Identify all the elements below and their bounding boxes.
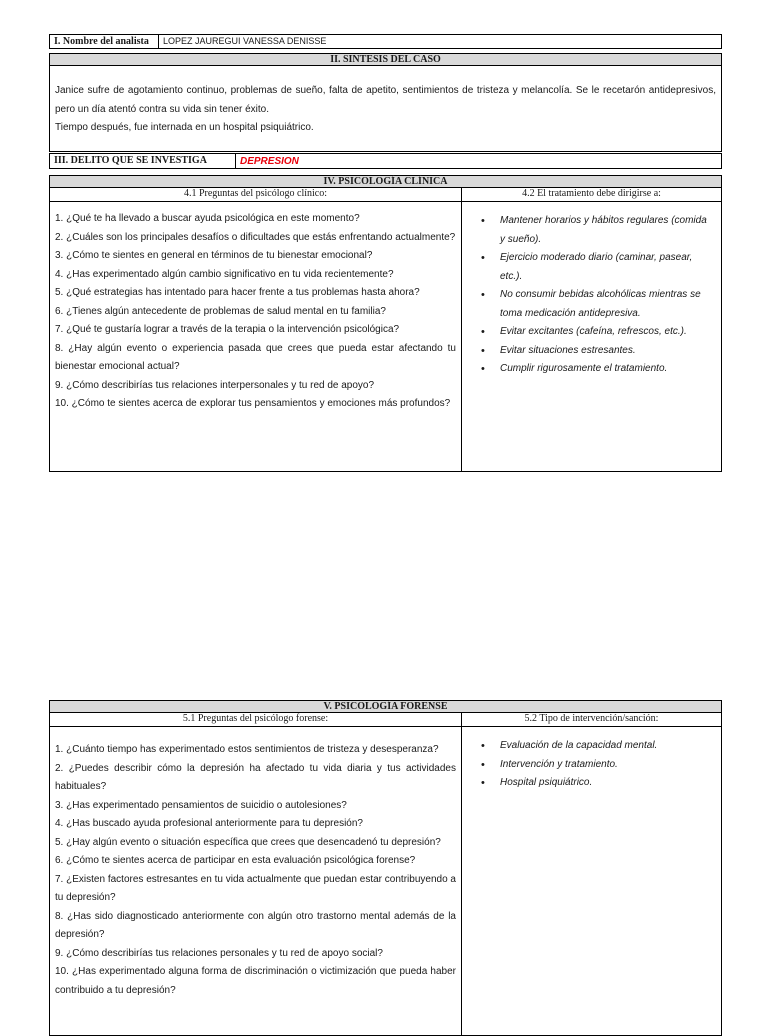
- list-item: 10. ¿Cómo te sientes acerca de explorar tus pensamientos y emociones más profundos?: [55, 398, 451, 409]
- section2-title: II. SINTESIS DEL CASO: [49, 53, 722, 66]
- list-item: • Evitar excitantes (cafeína, refrescos, etc.).: [472, 323, 707, 342]
- forensic-questions-cell: [49, 726, 462, 1036]
- list-item: 7. ¿Existen factores estresantes en tu vida actualmente que puedan estar contribuyendo a tu depresión?: [55, 873, 456, 903]
- list-item: • Evitar situaciones estresantes.: [472, 342, 707, 361]
- intervention-cell: [461, 726, 722, 1036]
- clinical-questions-list: [55, 210, 456, 414]
- intervention-list: [472, 737, 707, 793]
- list-item: 8. ¿Has sido diagnosticado anteriormente con algún otro trastorno mental además de la depresión?: [55, 910, 456, 940]
- crime-label: III. DELITO QUE SE INVESTIGA: [50, 154, 236, 168]
- treatment-cell: [461, 201, 722, 472]
- forensic-questions-header: 5.1 Preguntas del psicólogo forense:: [49, 712, 462, 727]
- list-item: 3. ¿Cómo te sientes en general en términos de tu bienestar emocional?: [55, 250, 373, 261]
- clinical-questions-header: 4.1 Preguntas del psicólogo clínico:: [49, 187, 462, 202]
- analyst-label: I. Nombre del analista: [50, 35, 159, 48]
- list-item: 6. ¿Tienes algún antecedente de problemas de salud mental en tu familia?: [55, 305, 386, 317]
- list-item: 3. ¿Has experimentado pensamientos de suicidio o autolesiones?: [55, 799, 347, 811]
- analyst-row: [49, 34, 722, 49]
- analyst-name: LOPEZ JAUREGUI VANESSA DENISSE: [163, 36, 327, 46]
- treatment-list: [472, 212, 707, 379]
- intervention-header: 5.2 Tipo de intervención/sanción:: [461, 712, 722, 727]
- list-item: • Hospital psiquiátrico.: [472, 774, 707, 793]
- list-item: • No consumir bebidas alcohólicas mientras se toma medicación antidepresiva.: [472, 286, 707, 323]
- list-item: 4. ¿Has buscado ayuda profesional anteriormente para tu depresión?: [55, 818, 363, 829]
- list-item: • Mantener horarios y hábitos regulares (comida y sueño).: [472, 212, 707, 249]
- forensic-questions-list: [55, 741, 456, 1000]
- list-item: 1. ¿Cuánto tiempo has experimentado estos sentimientos de tristeza y desesperanza?: [55, 744, 439, 755]
- list-item: 9. ¿Cómo describirías tus relaciones interpersonales y tu red de apoyo?: [55, 379, 375, 391]
- list-item: 9. ¿Cómo describirías tus relaciones personales y tu red de apoyo social?: [55, 947, 383, 959]
- list-item: 4. ¿Has experimentado algún cambio significativo en tu vida recientemente?: [55, 268, 394, 280]
- list-item: 5. ¿Qué estrategias has intentado para hacer frente a tus problemas hasta ahora?: [55, 287, 420, 298]
- list-item: 5. ¿Hay algún evento o situación específica que crees que desencadenó tu depresión?: [55, 836, 441, 848]
- list-item: 7. ¿Qué te gustaría lograr a través de la terapia o la intervención psicológica?: [55, 324, 400, 335]
- list-item: 1. ¿Qué te ha llevado a buscar ayuda psicológica en este momento?: [55, 213, 360, 224]
- list-item: • Cumplir rigurosamente el tratamiento.: [472, 360, 707, 379]
- list-item: 10. ¿Has experimentado alguna forma de discriminación o victimización que pueda haber contribuido a tu depresión?: [55, 966, 456, 996]
- clinical-questions-cell: [49, 201, 462, 472]
- crime-row: [49, 153, 722, 169]
- synthesis-paragraph-1: Janice sufre de agotamiento continuo, problemas de sueño, falta de apetito, sentimientos de tristeza y melancolía. Se le recetarón antidepresivos, pero un día atentó contra su vida sin tener éxito.: [55, 85, 716, 115]
- case-synthesis: [49, 65, 722, 152]
- list-item: 2. ¿Cuáles son los principales desafíos o dificultades que estás enfrentando actualmente?: [55, 231, 456, 243]
- section5-title: V. PSICOLOGÍA FORENSE: [49, 700, 722, 713]
- list-item: 2. ¿Puedes describir cómo la depresión ha afectado tu vida diaria y tus actividades habituales?: [55, 762, 456, 792]
- treatment-header: 4.2 El tratamiento debe dirigirse a:: [461, 187, 722, 202]
- list-item: • Evaluación de la capacidad mental.: [472, 737, 707, 756]
- list-item: 8. ¿Hay algún evento o experiencia pasada que crees que pueda estar afectando tu bienestar emocional actual?: [55, 342, 456, 372]
- list-item: 6. ¿Cómo te sientes acerca de participar en esta evaluación psicológica forense?: [55, 855, 416, 866]
- section4-title: IV. PSICOLOGÍA CLÍNICA: [49, 175, 722, 188]
- list-item: • Ejercicio moderado diario (caminar, pasear, etc.).: [472, 249, 707, 286]
- list-item: • Intervención y tratamiento.: [472, 756, 707, 775]
- synthesis-paragraph-2: Tiempo después, fue internada en un hospital psiquiátrico.: [55, 122, 314, 133]
- crime-value: DEPRESION: [240, 156, 299, 167]
